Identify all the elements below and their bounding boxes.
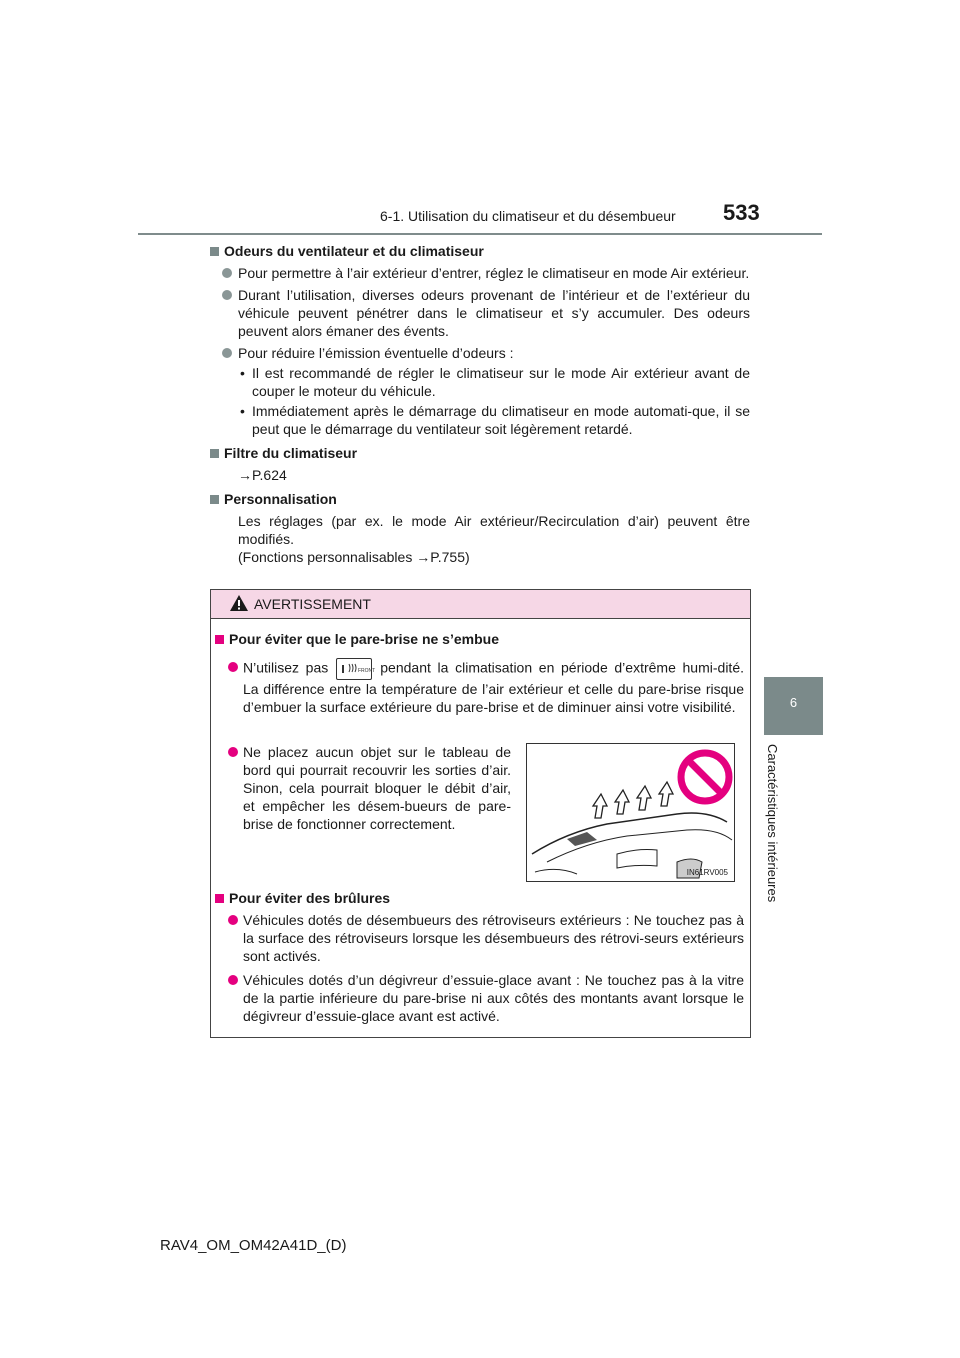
header-divider — [138, 233, 822, 235]
section-heading-perso: Personnalisation — [210, 490, 750, 508]
chapter-label: Caractéristiques intérieures — [765, 744, 780, 903]
list-item: Pour réduire l’émission éventuelle d’odeurs : — [210, 344, 750, 362]
round-bullet-icon — [228, 975, 238, 985]
warning-section-1 — [211, 630, 750, 716]
square-bullet-icon — [215, 894, 224, 903]
paragraph: Les réglages (par ex. le mode Air extérieur/Recirculation d’air) peuvent être modifiés. — [238, 513, 750, 547]
list-item: Véhicules dotés de désembueurs des rétroviseurs extérieurs : Ne touchez pas à la surface des rétroviseurs lorsque les désembueurs des rétrovi-seurs extérieurs sont activés. — [211, 911, 750, 965]
front-defroster-button-icon — [336, 658, 376, 680]
section-title: 6-1. Utilisation du climatiseur et du désembueur — [380, 208, 676, 224]
list-item: Véhicules dotés d’un dégivreur d’essuie-glace avant : Ne touchez pas à la vitre de la partie inférieure du pare-brise ni aux côtés des montants avant lorsque le dégivreur d’essuie-glace avant est activé. — [211, 971, 750, 1025]
chapter-number: 6 — [789, 695, 798, 710]
page-number: 533 — [723, 200, 760, 225]
list-item: Durant l’utilisation, diverses odeurs provenant de l’intérieur et de l’extérieur du véhicule peuvent pénétrer dans le climatiseur et s’y accumuler. Des odeurs peuvent alors émaner des évents. — [210, 286, 750, 340]
list-item: N’utilisez pas FRONT pendant la climatisation en période d’extrême humi-dité. La différence entre la température de l’air extérieur et celle du pare-brise risque d’embuer la surface extérieure du pare-brise et de diminuer ainsi votre visibilité. — [211, 658, 750, 716]
main-content — [210, 242, 750, 566]
page-reference: (Fonctions personnalisables →P.755) — [238, 549, 470, 565]
round-bullet-icon — [228, 747, 238, 757]
round-bullet-icon — [222, 348, 232, 358]
square-bullet-icon — [210, 247, 219, 256]
warning-section-2 — [211, 889, 750, 1025]
warning-box — [210, 589, 751, 1038]
square-bullet-icon — [210, 495, 219, 504]
square-bullet-icon — [215, 635, 224, 644]
list-item: Ne placez aucun objet sur le tableau de bord qui pourrait recouvrir les sorties d’air. Sinon, cela pourrait bloquer le débit d’air, et empêcher les désem-bueurs de pare-brise de fonctionner correctement. — [211, 743, 517, 833]
warning-section-title: Pour éviter des brûlures — [211, 889, 750, 907]
section-heading-odeurs: Odeurs du ventilateur et du climatiseur — [210, 242, 750, 260]
round-bullet-icon — [228, 915, 238, 925]
warning-triangle-icon — [229, 594, 249, 612]
square-bullet-icon — [210, 449, 219, 458]
round-bullet-icon — [228, 662, 238, 672]
round-bullet-icon — [222, 268, 232, 278]
dashboard-illustration — [526, 743, 735, 882]
figure-code: IN61RV005 — [686, 868, 728, 877]
warning-section-title: Pour éviter que le pare-brise ne s’embue — [211, 630, 750, 648]
sub-list-item: • Il est recommandé de régler le climatiseur sur le mode Air extérieur avant de couper le moteur du véhicule. — [240, 365, 750, 399]
dashboard-vents-image — [527, 744, 734, 881]
warning-section-1-item-2 — [211, 743, 517, 833]
sub-list-item: • Immédiatement après le démarrage du climatiseur en mode automati-que, il se peut que le démarrage du ventilateur soit légèrement retardé. — [240, 403, 750, 437]
warning-header — [211, 590, 750, 619]
svg-text:FRONT: FRONT — [358, 668, 376, 674]
section-heading-filtre: Filtre du climatiseur — [210, 444, 750, 462]
round-bullet-icon — [222, 290, 232, 300]
chapter-tab — [764, 677, 823, 735]
list-item: Pour permettre à l’air extérieur d’entrer, réglez le climatiseur en mode Air extérieur. — [210, 264, 750, 282]
document-code: RAV4_OM_OM42A41D_(D) — [160, 1237, 347, 1254]
page-reference: →P.624 — [238, 467, 287, 483]
warning-heading: AVERTISSEMENT — [254, 596, 371, 612]
